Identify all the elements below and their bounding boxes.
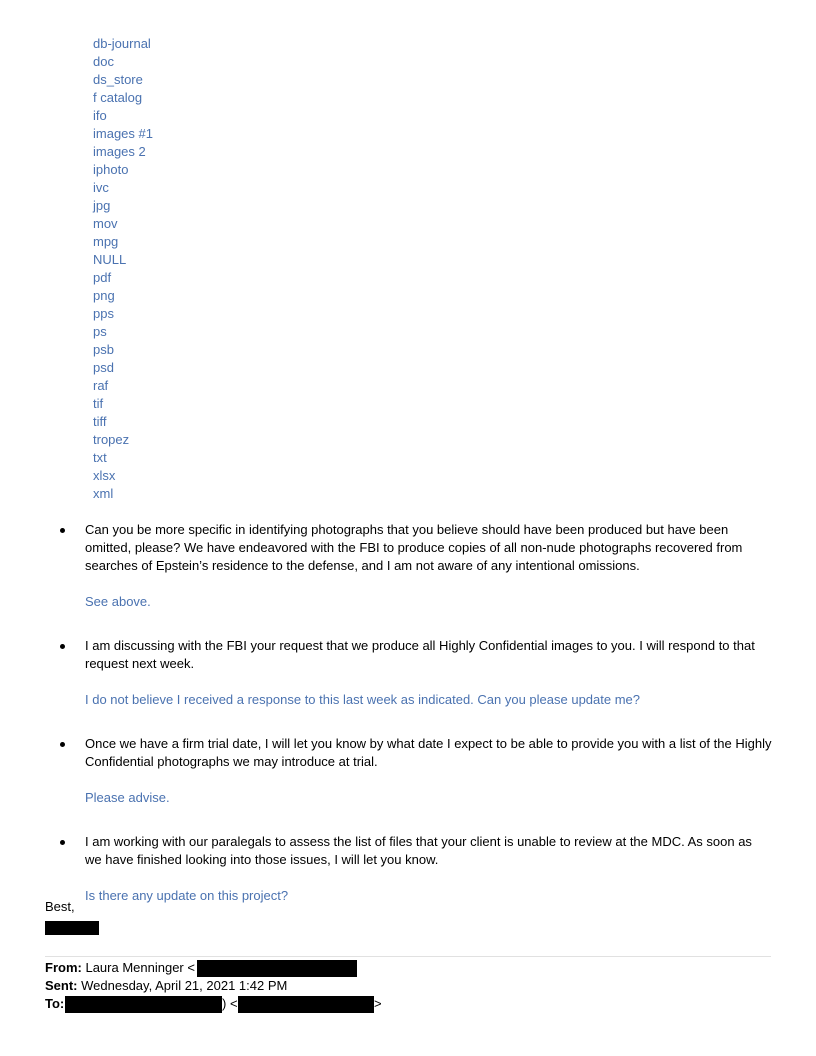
extension-item: txt (93, 450, 107, 465)
extension-item: db-journal (93, 36, 151, 51)
bullet-item (60, 521, 772, 611)
signature-redaction (45, 921, 99, 935)
from-email-redaction (197, 960, 357, 977)
extension-item: jpg (93, 198, 111, 213)
bullet-item (60, 833, 772, 905)
extension-item: mov (93, 216, 118, 231)
extension-item: ps (93, 324, 107, 339)
extension-item: mpg (93, 234, 119, 249)
extension-item: tropez (93, 432, 130, 447)
extension-item: tif (93, 396, 104, 411)
sent-line (45, 977, 287, 995)
extension-item: iphoto (93, 162, 129, 177)
bullet-dot-icon (60, 528, 65, 533)
from-label: From: (45, 960, 82, 975)
file-extension-list (93, 35, 153, 503)
bullet-text: Can you be more specific in identifying photographs that you believe should have been produced but have been omitted, please? We have endeavored with the FBI to produce copies of all non-nude photographs recovered from searches of Epstein’s residence to the defense, and I am not aware of any intentional omissions. (85, 522, 743, 573)
bullet-list (60, 521, 772, 931)
extension-item: pps (93, 306, 114, 321)
bullet-dot-icon (60, 742, 65, 747)
inline-reply: I do not believe I received a response to this last week as indicated. Can you please update me? (85, 692, 641, 707)
bullet-dot-icon (60, 644, 65, 649)
inline-reply: Please advise. (85, 790, 170, 805)
extension-item: tiff (93, 414, 107, 429)
inline-reply: Is there any update on this project? (85, 888, 289, 903)
bullet-item (60, 637, 772, 709)
sent-value: Wednesday, April 21, 2021 1:42 PM (81, 978, 288, 993)
extension-item: images #1 (93, 126, 153, 141)
extension-item: images 2 (93, 144, 146, 159)
extension-item: NULL (93, 252, 127, 267)
sent-label: Sent: (45, 978, 78, 993)
from-value: Laura Menninger < (85, 960, 195, 975)
extension-item: ivc (93, 180, 109, 195)
extension-item: ds_store (93, 72, 143, 87)
bullet-text: I am working with our paralegals to assess the list of files that your client is unable to review at the MDC. As soon as we have finished looking into those issues, I will let you know. (85, 834, 752, 867)
to-end: > (374, 996, 382, 1011)
extension-item: xlsx (93, 468, 116, 483)
to-email-redaction (238, 996, 374, 1013)
to-line (45, 995, 64, 1013)
bullet-dot-icon (60, 840, 65, 845)
to-label: To: (45, 996, 65, 1011)
extension-item: raf (93, 378, 109, 393)
to-name-redaction (65, 996, 222, 1013)
inline-reply: See above. (85, 594, 151, 609)
extension-item: f catalog (93, 90, 143, 105)
from-line (45, 959, 195, 977)
bullet-text: Once we have a firm trial date, I will let you know by what date I expect to be able to provide you with a list of the Highly Confidential photographs we may introduce at trial. (85, 736, 772, 769)
bullet-item (60, 735, 772, 807)
to-separator: ) < (222, 996, 238, 1011)
extension-item: xml (93, 486, 114, 501)
extension-item: pdf (93, 270, 112, 285)
closing-salutation: Best, (45, 899, 75, 914)
extension-item: doc (93, 54, 114, 69)
extension-item: psb (93, 342, 114, 357)
extension-item: ifo (93, 108, 107, 123)
header-divider (45, 956, 771, 957)
bullet-text: I am discussing with the FBI your request that we produce all Highly Confidential images to you. I will respond to that request next week. (85, 638, 755, 671)
extension-item: psd (93, 360, 114, 375)
extension-item: png (93, 288, 115, 303)
